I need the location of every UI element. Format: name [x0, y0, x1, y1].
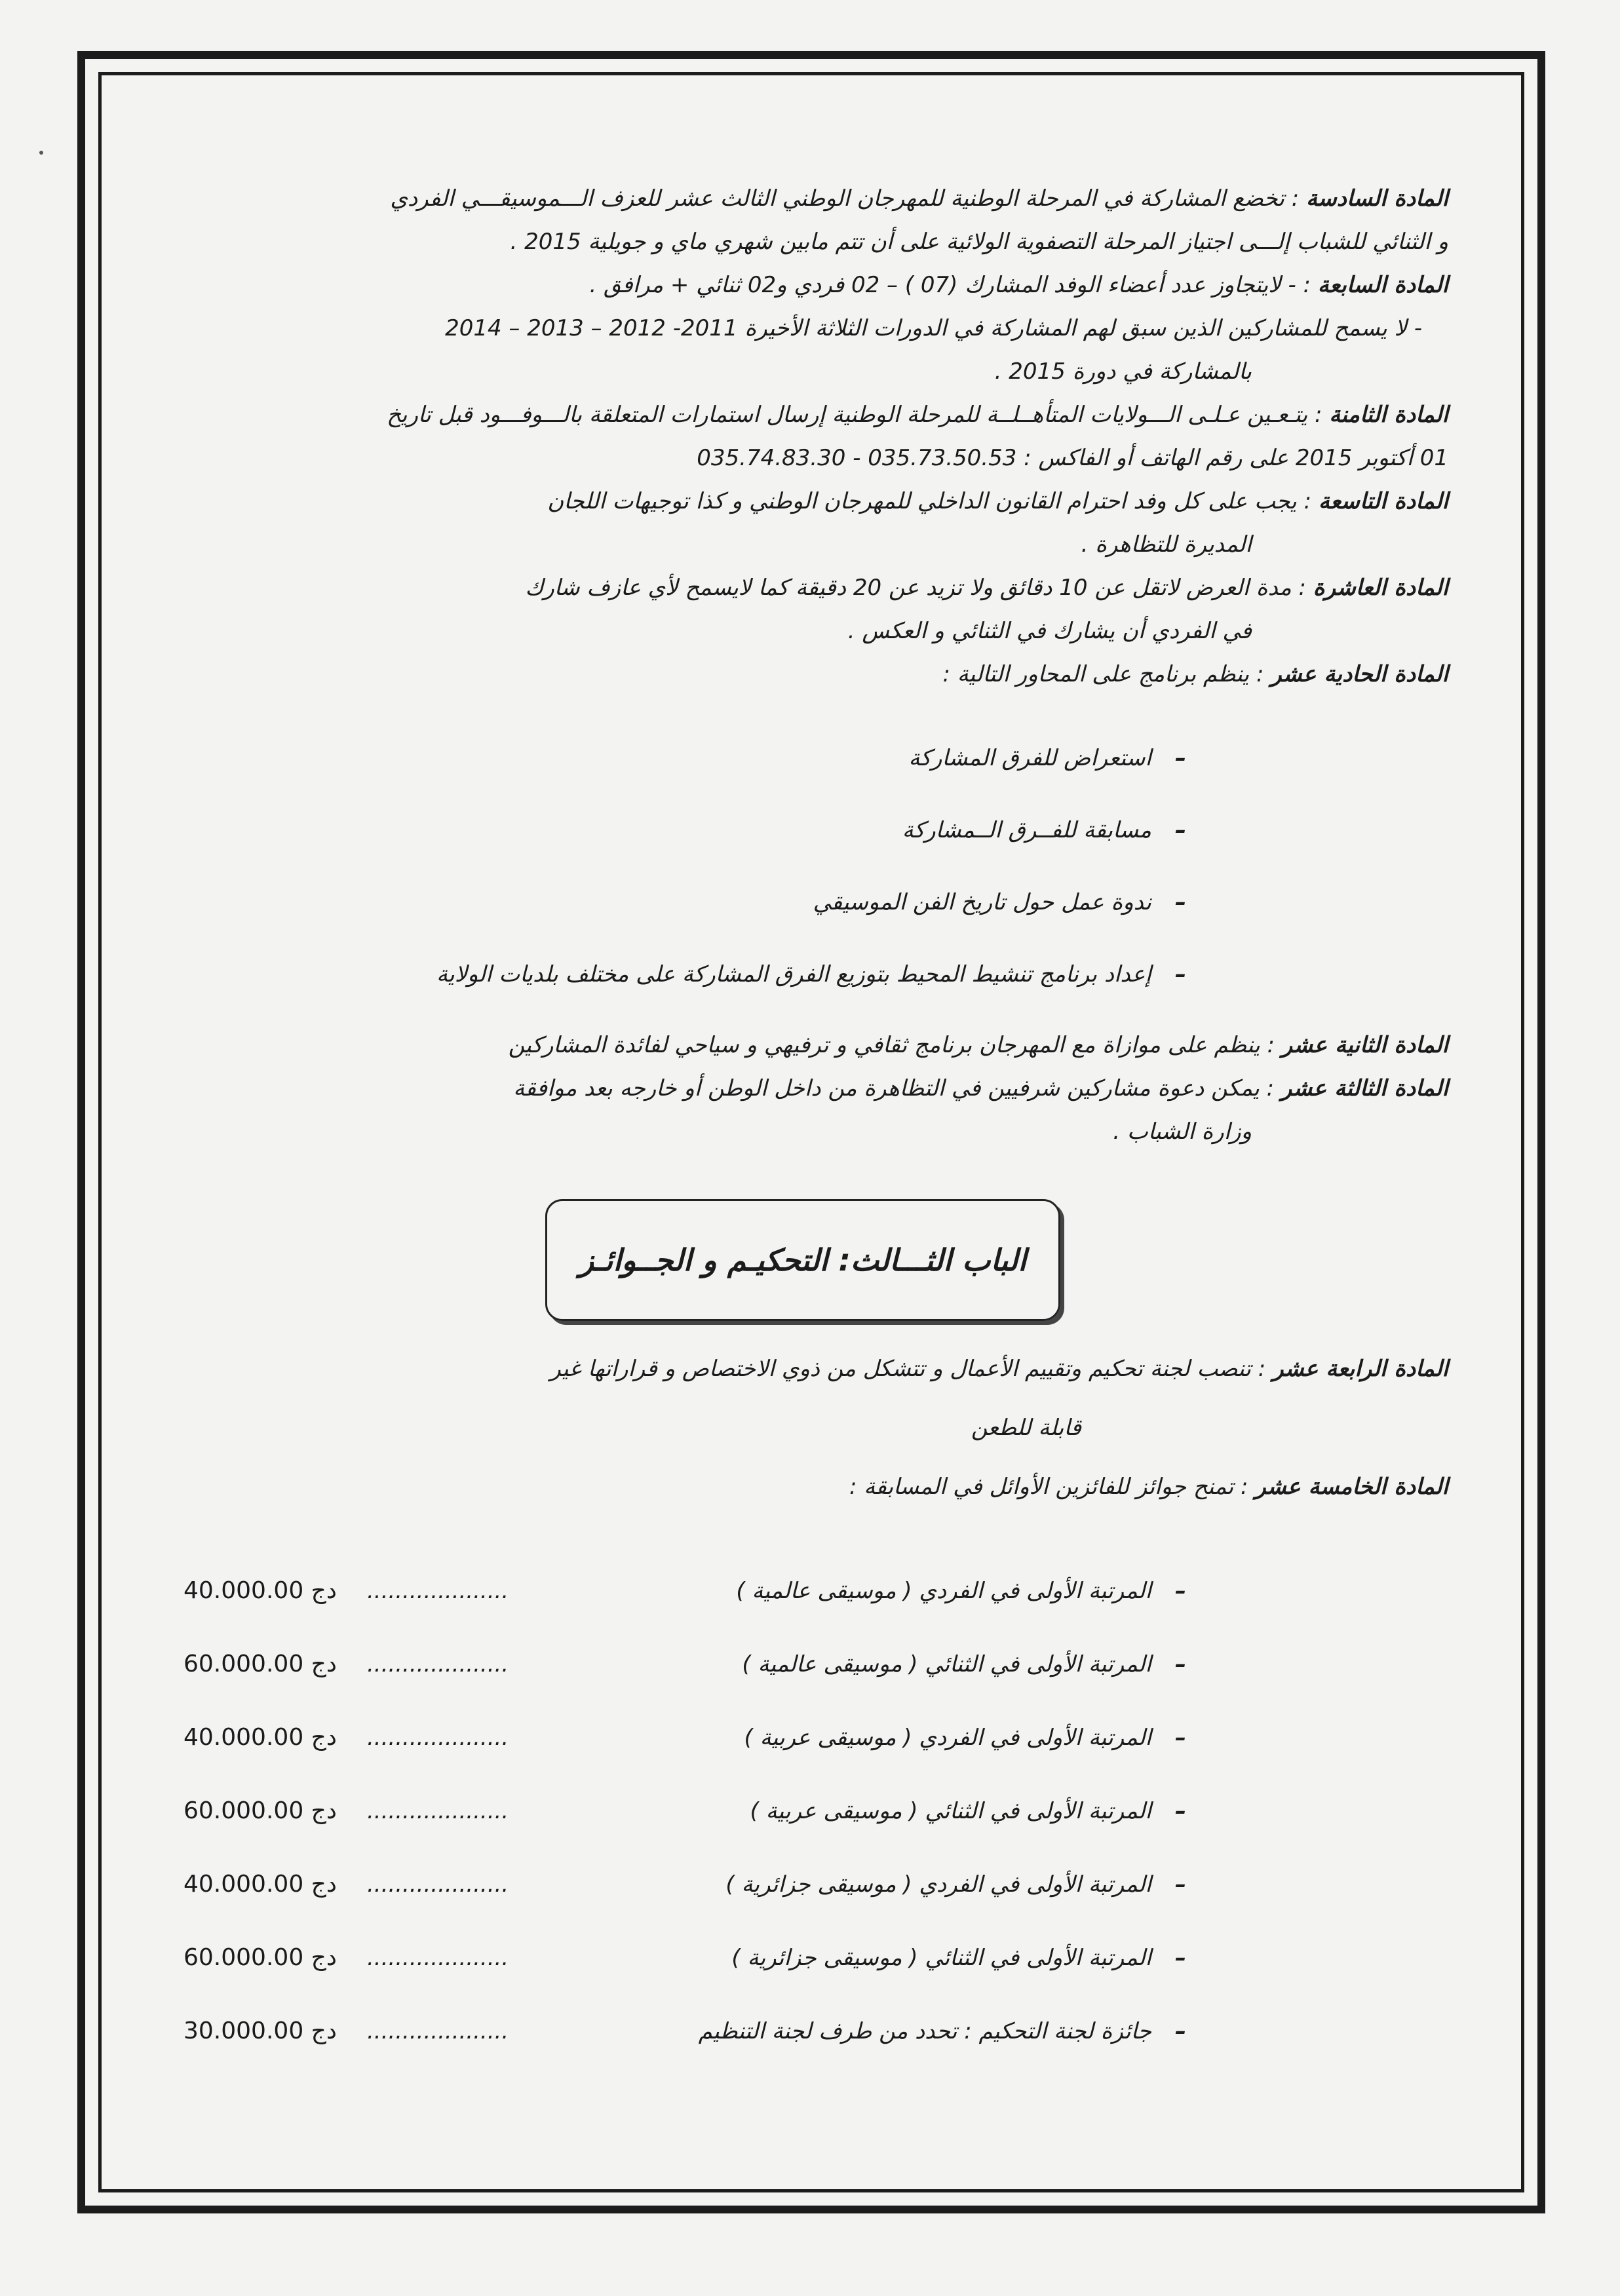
- dash-bullet: –: [1175, 1651, 1186, 1677]
- dash-bullet: –: [1175, 1578, 1186, 1604]
- dash-bullet: –: [1175, 745, 1186, 771]
- prize-row: –المرتبة الأولى في الفردي ( موسيقى عالمية ) .................... 40.000.00 دج: [183, 1577, 1186, 1604]
- article-12: المادة الثانية عشر : ينظم على موازاة مع المهرجان برنامج ثقافي و ترفيهي و سياحي لفائدة المشاركين: [508, 1032, 1448, 1058]
- prize-list: [157, 1554, 1448, 2068]
- article-15: المادة الخامسة عشر : تمنح جوائز للفائزين الأوائل في المسابقة :: [849, 1474, 1448, 1500]
- article-7-cont2: بالمشاركة في دورة 2015 .: [994, 358, 1252, 385]
- dash-bullet: –: [1175, 817, 1186, 843]
- article-9: المادة التاسعة : يجب على كل وفد احترام القانون الداخلي للمهرجان الوطني و كذا توجيهات اللجان: [547, 488, 1448, 514]
- article-6-cont: و الثنائي للشباب إلـــى اجتياز المرحلة التصفوية الولائية على أن تتم مابين شهري ماي و جويلية 2015 .: [510, 229, 1448, 255]
- dash-bullet: –: [1175, 1725, 1186, 1751]
- chapter-title: الباب الثـــالث: التحكيـم و الجــوائـز: [579, 1242, 1027, 1278]
- article-10-cont: في الفردي أن يشارك في الثنائي و العكس .: [847, 618, 1252, 644]
- dash-bullet: –: [1175, 2018, 1186, 2044]
- list-item: –مسابقة للفــرق الــمشاركة: [902, 817, 1186, 843]
- article-7-cont: - لا يسمح للمشاركين الذين سبق لهم المشاركة في الدورات الثلاثة الأخيرة 2011- 2012 – 2013 – 2014: [445, 315, 1422, 341]
- article-7: المادة السابعة : - لايتجاوز عدد أعضاء الوفد المشارك (07 ) – 02 فردي و02 ثنائي + مرافق .: [589, 272, 1448, 298]
- list-item: –ندوة عمل حول تاريخ الفن الموسيقي: [813, 889, 1186, 915]
- article-8-cont: 01 أكتوبر 2015 على رقم الهاتف أو الفاكس : 035.73.50.53 - 035.74.83.30: [697, 445, 1448, 471]
- article-10: المادة العاشرة : مدة العرض لاتقل عن 10 دقائق ولا تزيد عن 20 دقيقة كما لايسمح لأي عازف شارك: [525, 575, 1448, 601]
- list-item: –استعراض للفرق المشاركة: [908, 745, 1186, 771]
- article-13: المادة الثالثة عشر : يمكن دعوة مشاركين شرفيين في التظاهرة من داخل الوطن أو خارجه بعد موافقة: [513, 1075, 1448, 1101]
- dash-bullet: –: [1175, 1798, 1186, 1824]
- prize-row: –جائزة لجنة التحكيم : تحدد من طرف لجنة التنظيم .................... 30.000.00 دج: [183, 2018, 1186, 2044]
- dash-bullet: –: [1175, 889, 1186, 915]
- article-6: المادة السادسة : تخضع المشاركة في المرحلة الوطنية للمهرجان الوطني الثالث عشر للعزف الـــموسيقـــي الفردي: [390, 185, 1448, 212]
- chapter-title-box: [545, 1199, 1060, 1321]
- prize-row: –المرتبة الأولى في الفردي ( موسيقى جزائرية ) .................... 40.000.00 دج: [183, 1871, 1186, 1898]
- dash-bullet: –: [1175, 961, 1186, 987]
- program-list: [157, 722, 1448, 1010]
- prize-row: –المرتبة الأولى في الفردي ( موسيقى عربية ) .................... 40.000.00 دج: [183, 1724, 1186, 1751]
- article-8: المادة الثامنة : يتـعـين عـلـى الـــولايات المتأهــلــة للمرحلة الوطنية إرسال استمارات المتعلقة بالـــوفـــود قبل تاريخ: [387, 402, 1448, 428]
- article-11: المادة الحادية عشر : ينظم برنامج على المحاور التالية :: [942, 661, 1448, 687]
- prize-row: –المرتبة الأولى في الثنائي ( موسيقى عالمية ) .................... 60.000.00 دج: [183, 1651, 1186, 1677]
- prize-row: –المرتبة الأولى في الثنائي ( موسيقى عربية ) .................... 60.000.00 دج: [183, 1797, 1186, 1824]
- dash-bullet: –: [1175, 1945, 1186, 1971]
- scan-speck: [39, 151, 43, 155]
- article-9-cont: المديرة للتظاهرة .: [1081, 531, 1252, 558]
- prize-row: –المرتبة الأولى في الثنائي ( موسيقى جزائرية ) .................... 60.000.00 دج: [183, 1944, 1186, 1971]
- article-14-cont: قابلة للطعن: [971, 1415, 1081, 1441]
- article-14: المادة الرابعة عشر : تنصب لجنة تحكيم وتقييم الأعمال و تتشكل من ذوي الاختصاص و قراراتها غير: [550, 1356, 1448, 1382]
- document-body: [157, 177, 1448, 2068]
- dash-bullet: –: [1175, 1871, 1186, 1898]
- article-13-cont: وزارة الشباب .: [1113, 1119, 1252, 1145]
- list-item: –إعداد برنامج تنشيط المحيط بتوزيع الفرق المشاركة على مختلف بلديات الولاية: [436, 961, 1186, 987]
